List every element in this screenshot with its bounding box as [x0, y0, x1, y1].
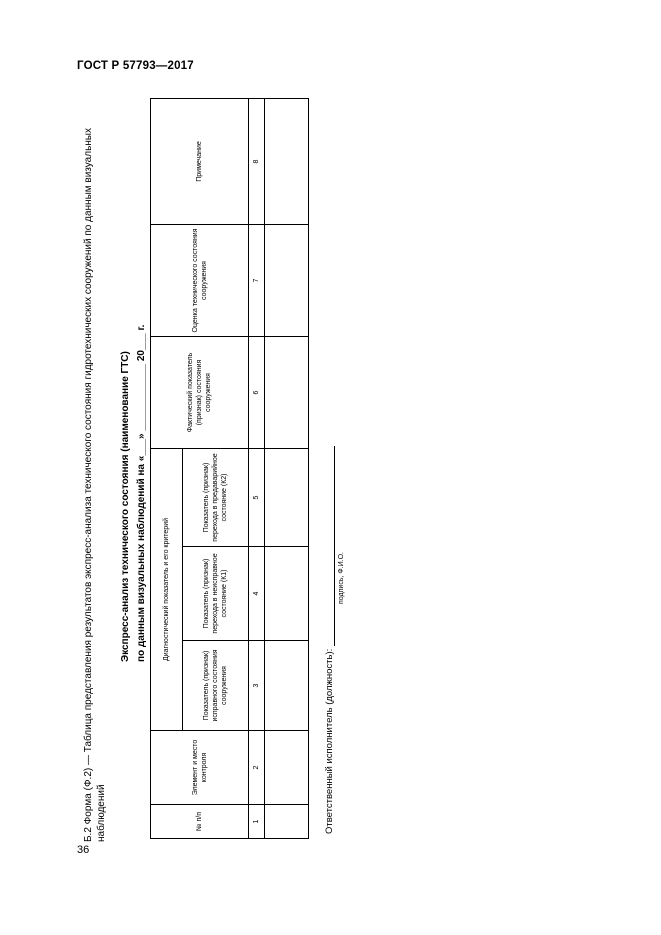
signature-label: Ответственный исполнитель (должность):: [324, 648, 335, 834]
signature-underline: [325, 446, 335, 646]
empty-cell: [265, 805, 309, 839]
header-k2: Показатель (признак) перехода в предаварийное состояние (К2): [183, 448, 249, 546]
header-no: № п/п: [151, 805, 249, 839]
standard-code: ГОСТ Р 57793—2017: [77, 60, 194, 72]
number-cell: 8: [249, 98, 265, 224]
number-cell: 3: [249, 641, 265, 731]
header-actual: Фактический показатель (признак) состояния сооружения: [151, 336, 249, 448]
form-caption: Б.2 Форма (Ф.2) — Таблица представления результатов экспресс-анализа технического состояния гидротехнических сооружений по данным визуальных наблюдений: [83, 128, 107, 842]
number-cell: 6: [249, 336, 265, 448]
number-cell: 5: [249, 448, 265, 546]
header-k1: Показатель (признак) перехода в неисправное состояние (К1): [183, 547, 249, 641]
header-k-ok: Показатель (признак) исправного состояния сооружения: [183, 641, 249, 731]
signature-hint: подпись, Ф.И.О.: [338, 552, 345, 604]
signature-line: [324, 446, 335, 834]
page-number: 36: [77, 844, 90, 856]
empty-cell: [265, 448, 309, 546]
header-note: Примечание: [151, 98, 249, 224]
empty-cell: [265, 547, 309, 641]
rotated-form: [70, 102, 345, 842]
title-line-1: Экспресс-анализ технического состояния (наименование ГТС): [120, 351, 131, 662]
empty-cell: [265, 641, 309, 731]
number-cell: 2: [249, 731, 265, 805]
empty-cell: [265, 224, 309, 336]
header-assessment: Оценка технического состояния сооружения: [151, 224, 249, 336]
empty-cell: [265, 336, 309, 448]
assessment-table: [150, 98, 309, 839]
empty-cell: [265, 731, 309, 805]
header-element: Элемент и место контроля: [151, 731, 249, 805]
number-cell: 4: [249, 547, 265, 641]
number-cell: 7: [249, 224, 265, 336]
empty-cell: [265, 98, 309, 224]
number-cell: 1: [249, 805, 265, 839]
header-diagnostic-group: Диагностический показатель и его критерий: [151, 448, 183, 730]
title-line-2: по данным визуальных наблюдений на «___» ____________ 20___ г.: [136, 324, 147, 662]
